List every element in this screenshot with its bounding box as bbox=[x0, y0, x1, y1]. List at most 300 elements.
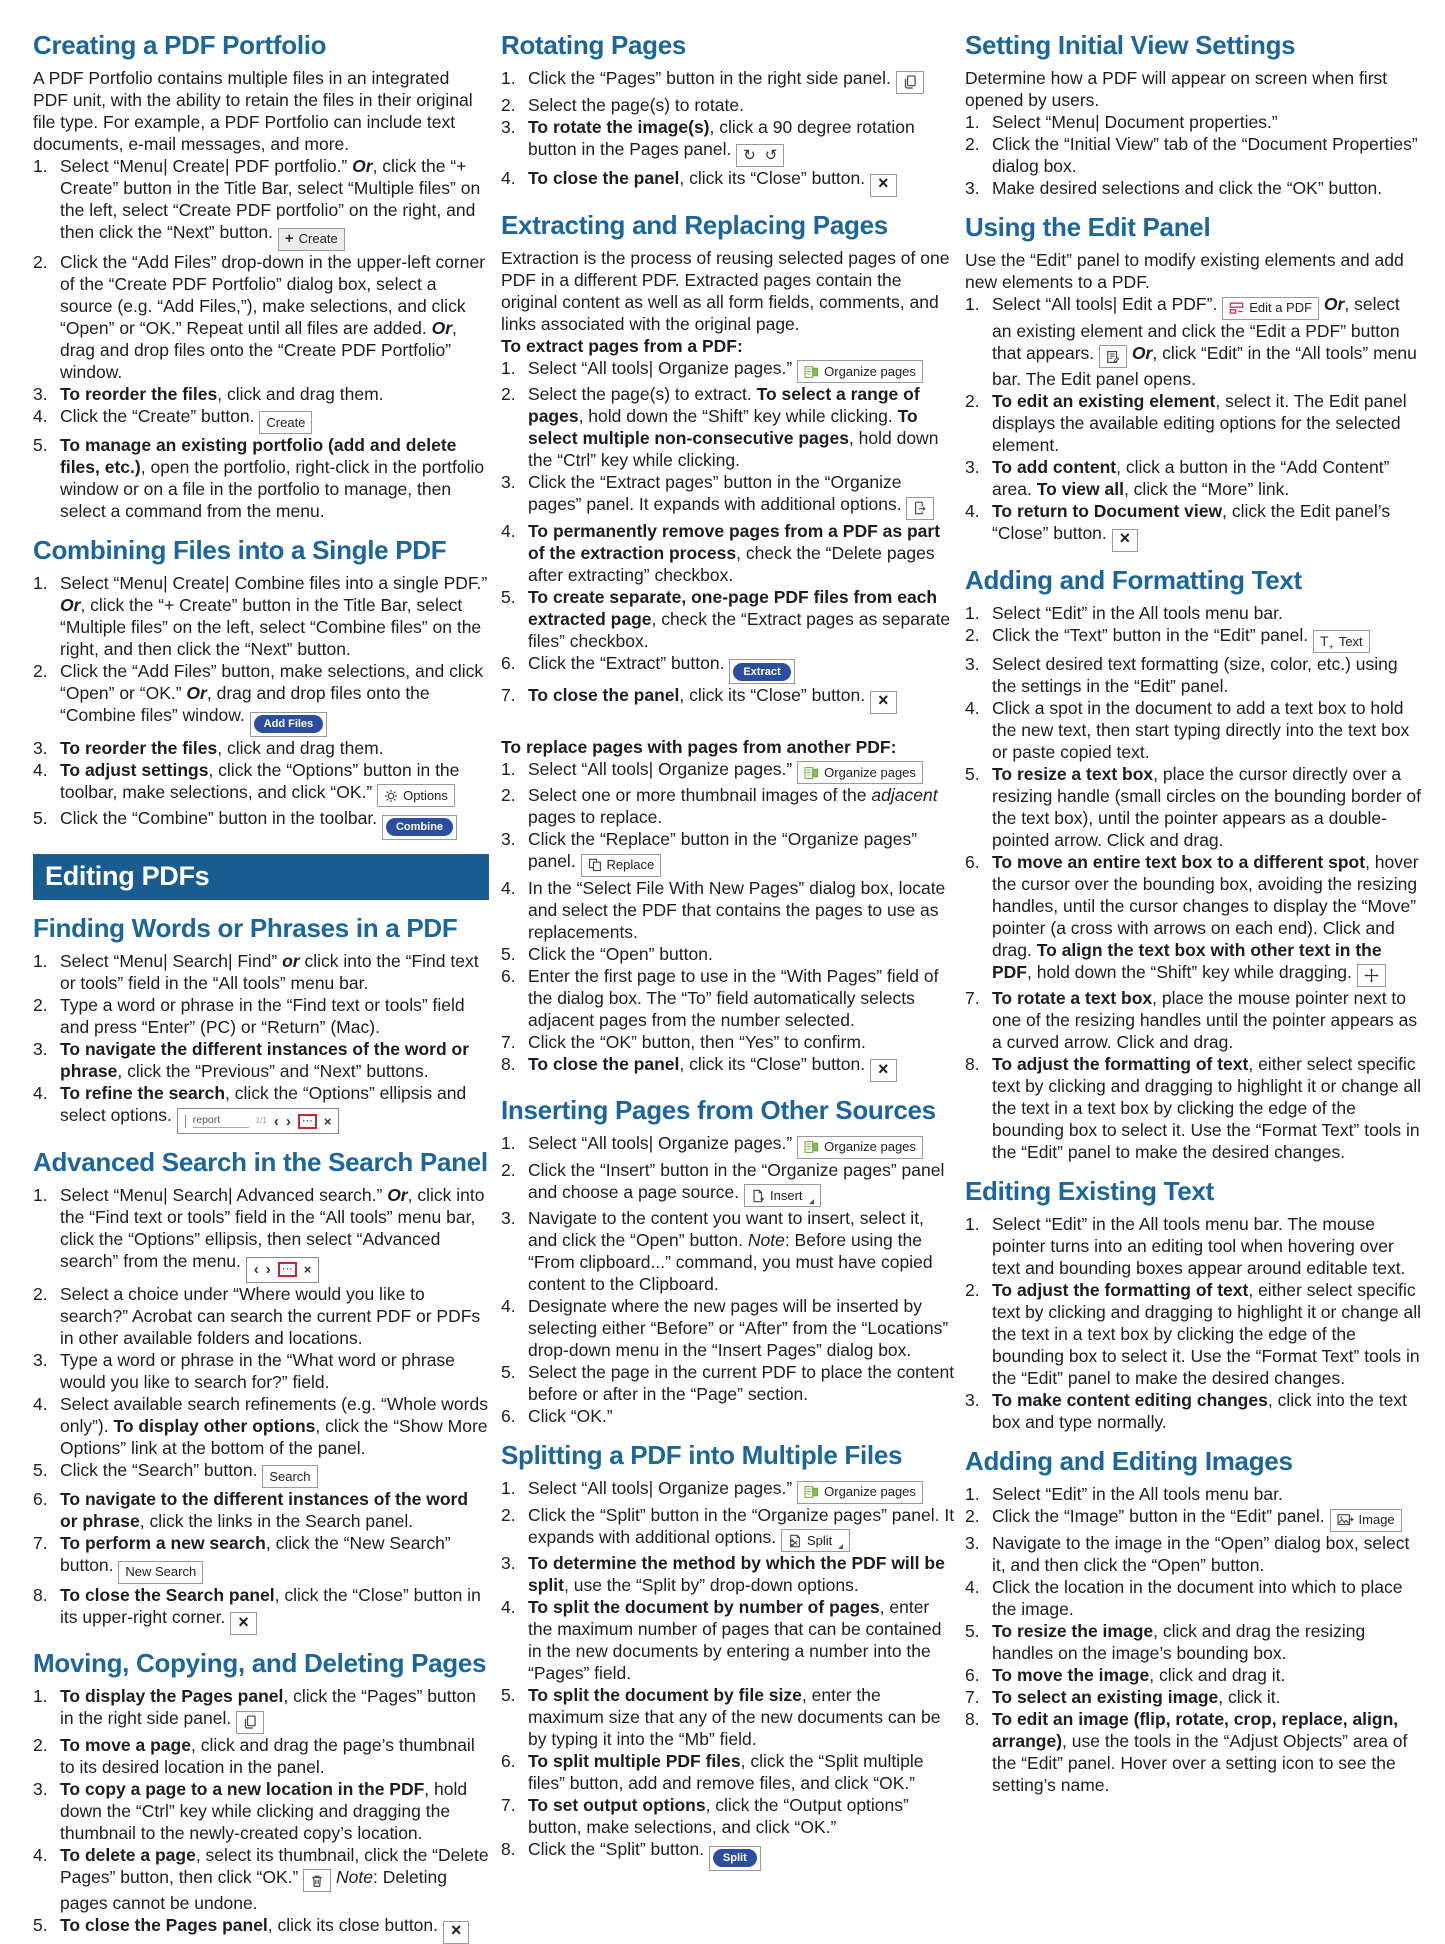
text-run: Select “All tools| Organize pages.” bbox=[528, 357, 798, 378]
list-item-number: 5. bbox=[33, 1915, 48, 1935]
text-run: , click the “New Search” button. bbox=[60, 1533, 451, 1575]
section-heading: Setting Initial View Settings bbox=[965, 30, 1296, 60]
previous-icon: ‹ bbox=[273, 1112, 279, 1130]
list-item-number: 4. bbox=[965, 698, 980, 718]
list-item-text bbox=[528, 943, 957, 965]
list-item bbox=[965, 1505, 1421, 1532]
list-item-number: 6. bbox=[965, 852, 980, 872]
text-run: To adjust the formatting of text bbox=[992, 1054, 1249, 1074]
text-run: Or bbox=[1131, 342, 1153, 363]
list-item bbox=[33, 759, 489, 808]
text-run: To create separate, one-page PDF files from each extracted page bbox=[528, 586, 938, 629]
list-item bbox=[33, 1584, 489, 1636]
text-run: , select it. The Edit panel displays the available editing options for the selected element. bbox=[992, 391, 1407, 455]
list-item-number: 3. bbox=[501, 472, 516, 492]
list-item-text bbox=[992, 763, 1421, 851]
list-item-number: 3. bbox=[33, 1349, 48, 1370]
text-run: , click and drag it. bbox=[1149, 1664, 1286, 1685]
text-run: To return to Document view bbox=[992, 501, 1223, 521]
text-run: Click the “Create” button. bbox=[60, 405, 260, 426]
text-run: or bbox=[282, 950, 300, 971]
close-button bbox=[870, 174, 897, 197]
list-item-number: 3. bbox=[501, 116, 516, 137]
text-run: To select an existing image bbox=[992, 1686, 1219, 1707]
text-run: Click the “Insert” button in the “Organize pages” panel and choose a page source. bbox=[528, 1159, 945, 1202]
list-item-text bbox=[60, 1393, 489, 1459]
list-item-number: 5. bbox=[501, 586, 516, 607]
list-item bbox=[33, 434, 489, 522]
list-item-number: 6. bbox=[501, 965, 516, 986]
list-item-number: 8. bbox=[501, 1053, 516, 1074]
list-item bbox=[33, 1488, 489, 1532]
options-button-label: Options bbox=[403, 787, 448, 803]
list-item bbox=[501, 1596, 957, 1684]
list-item-number: 7. bbox=[965, 1686, 980, 1707]
search-button-label: Search bbox=[269, 1468, 311, 1484]
list-item-number: 1. bbox=[33, 156, 48, 176]
text-run: To select multiple non-consecutive pages bbox=[528, 406, 918, 448]
create-plus-button bbox=[278, 228, 345, 251]
close-icon: × bbox=[323, 1113, 332, 1129]
text-run: Or bbox=[387, 1185, 408, 1205]
list-item-number: 1. bbox=[501, 357, 516, 378]
list-item-text bbox=[60, 759, 489, 808]
close-button bbox=[870, 691, 897, 714]
list-item bbox=[501, 1405, 957, 1427]
replace-button bbox=[581, 854, 662, 877]
list-item-number: 8. bbox=[33, 1584, 48, 1605]
list-item-text bbox=[528, 1596, 957, 1684]
text-run: , click the “Options” ellipsis and select options. bbox=[60, 1082, 467, 1125]
list-item bbox=[501, 1361, 957, 1405]
list-item-number: 6. bbox=[33, 1489, 48, 1509]
list-item-number: 4. bbox=[965, 1576, 980, 1597]
list-item-text bbox=[60, 1283, 489, 1349]
options-ellipsis-icon: ⋯ bbox=[298, 1114, 317, 1129]
text-run: To split the document by number of pages bbox=[528, 1597, 880, 1617]
list-item-number: 5. bbox=[501, 1362, 516, 1382]
list-item-text bbox=[528, 684, 957, 714]
subheading: To replace pages with pages from another PDF: bbox=[501, 736, 897, 757]
text-run: To adjust the formatting of text bbox=[992, 1280, 1249, 1300]
list-item bbox=[501, 943, 957, 965]
list-item bbox=[965, 653, 1421, 697]
list-item-text bbox=[992, 1483, 1421, 1505]
text-run: To add content bbox=[992, 457, 1117, 477]
list-item bbox=[965, 1279, 1421, 1389]
list-item bbox=[501, 1794, 957, 1838]
list-item-number: 3. bbox=[965, 1390, 980, 1410]
list-item-text bbox=[528, 586, 957, 652]
text-run: , click it. bbox=[1218, 1686, 1281, 1707]
text-run: Click the “Pages” button in the right side panel. bbox=[528, 68, 896, 88]
text-button bbox=[1313, 630, 1370, 653]
organize-pages-button-label: Organize pages bbox=[824, 1139, 916, 1154]
list-item-number: 1. bbox=[501, 1133, 516, 1153]
list-item-text bbox=[60, 1844, 489, 1915]
editpage-icon bbox=[1106, 350, 1120, 364]
list-item bbox=[965, 697, 1421, 763]
list-item bbox=[33, 1038, 489, 1082]
list-item-text bbox=[528, 67, 957, 94]
list-item-number: 2. bbox=[33, 661, 48, 681]
intro-paragraph: A PDF Portfolio contains multiple files in an integrated PDF unit, with the ability to retain the files in their original file type. For example, a PDF Portfolio can include text documents, e-mail messages, and more. bbox=[33, 68, 473, 154]
list-item-text bbox=[992, 653, 1421, 697]
list-item bbox=[501, 1295, 957, 1361]
text-run: To navigate the different instances of the word or phrase bbox=[60, 1038, 470, 1081]
list-item-number: 7. bbox=[33, 1533, 48, 1553]
list-item-text bbox=[60, 1532, 489, 1584]
text-run: Select “All tools| Organize pages.” bbox=[528, 1478, 798, 1498]
list-item-number: 3. bbox=[501, 1208, 516, 1228]
list-item-text bbox=[60, 1584, 489, 1636]
list-item bbox=[501, 1031, 957, 1053]
section-heading: Creating a PDF Portfolio bbox=[33, 30, 327, 60]
list-item-text bbox=[528, 1504, 957, 1553]
list-item-number: 7. bbox=[501, 685, 516, 705]
list-item-number: 1. bbox=[33, 1686, 48, 1706]
text-run: Type a word or phrase in the “What word or phrase would you like to search for?” field. bbox=[60, 1349, 455, 1392]
list-item-number: 5. bbox=[33, 808, 48, 828]
list-item-number: 6. bbox=[965, 1664, 980, 1685]
text-run: , click and drag the page’s thumbnail to its desired location in the panel. bbox=[60, 1734, 475, 1777]
list-item-number: 8. bbox=[501, 1839, 516, 1859]
text-run: Select one or more thumbnail images of the bbox=[528, 785, 872, 805]
list-item-text bbox=[60, 1349, 489, 1393]
extract-button bbox=[729, 659, 794, 684]
split-panel-button bbox=[781, 1529, 850, 1552]
text-run: Select “All tools| Organize pages.” bbox=[528, 758, 798, 779]
section-heading: Rotating Pages bbox=[501, 30, 687, 60]
add-files-button-label: Add Files bbox=[254, 715, 324, 733]
text-run: To close the panel bbox=[528, 1053, 680, 1074]
combine-button bbox=[382, 815, 457, 840]
text-run: , click and drag them. bbox=[217, 737, 384, 758]
list-item bbox=[965, 1532, 1421, 1576]
list-item-number: 2. bbox=[965, 1280, 980, 1300]
insert-button bbox=[744, 1184, 821, 1207]
section-heading: Using the Edit Panel bbox=[965, 212, 1211, 242]
text-run: Click the “OK” button, then “Yes” to confirm. bbox=[528, 1031, 866, 1052]
text-run: Click “OK.” bbox=[528, 1406, 613, 1426]
options-button bbox=[377, 784, 455, 807]
text-run: Select “Menu| Search| Find” bbox=[60, 950, 283, 971]
list-item-text bbox=[60, 1685, 489, 1734]
text-run: , enter the maximum number of pages that can be contained in the new documents by entering a number into the “Pages” field. bbox=[528, 1597, 942, 1683]
close-icon: × bbox=[878, 690, 889, 710]
list-item-text bbox=[528, 652, 957, 685]
list-item bbox=[501, 1750, 957, 1794]
list-item-text bbox=[992, 1664, 1421, 1686]
list-item bbox=[33, 950, 489, 994]
text-run: To edit an existing element bbox=[992, 391, 1216, 411]
list-item bbox=[965, 987, 1421, 1053]
list-item-number: 5. bbox=[965, 1620, 980, 1641]
intro-paragraph: Extraction is the process of reusing selected pages of one PDF in a different PDF. Extracted pages contain the original content as well as all form fields, comments, and links associated with the original page. bbox=[501, 247, 950, 334]
list-item-text bbox=[992, 697, 1421, 763]
list-item bbox=[33, 737, 489, 759]
list-item-text bbox=[992, 1389, 1421, 1433]
options-ellipsis-toolbar bbox=[246, 1257, 320, 1283]
create-plus-button-label: Create bbox=[298, 231, 338, 246]
list-item-text bbox=[528, 1552, 957, 1596]
split-icon bbox=[788, 1534, 802, 1548]
text-run: , click and drag the resizing handles on the image’s bounding box. bbox=[992, 1620, 1366, 1663]
list-item bbox=[501, 586, 957, 652]
list-item bbox=[33, 155, 489, 251]
list-item bbox=[33, 1082, 489, 1135]
text-run: Click the “Split” button in the “Organize pages” panel. It expands with additional options. bbox=[528, 1504, 955, 1547]
text-run: Designate where the new pages will be inserted by selecting either “Before” or “After” from the “Locations” drop-down menu in the “Insert Pages” dialog box. bbox=[528, 1296, 949, 1360]
list-item-text bbox=[992, 390, 1421, 456]
list-item bbox=[33, 405, 489, 435]
list-item bbox=[965, 1213, 1421, 1279]
text-run: In the “Select File With New Pages” dialog box, locate and select the PDF that contains the pages to use as replacements. bbox=[528, 877, 946, 942]
text-run: Navigate to the image in the “Open” dialog box, select it, and then click the “Open” button. bbox=[992, 1532, 1410, 1575]
list-item-number: 2. bbox=[965, 134, 980, 154]
text-run: Click the “Image” button in the “Edit” panel. bbox=[992, 1506, 1330, 1526]
list-item bbox=[501, 1207, 957, 1295]
text-run: , hover the cursor over the bounding box, avoiding the resizing handles, until the cursor changes to display the “Move” pointer (a cross with arrows on each end). Click and drag. bbox=[992, 852, 1419, 960]
list-item-number: 3. bbox=[965, 1532, 980, 1553]
text-run: Click the “Extract pages” button in the “Organize pages” panel. It expands with additional options. bbox=[528, 472, 907, 514]
list-item bbox=[33, 1184, 489, 1283]
list-item bbox=[33, 1685, 489, 1734]
list-item-number: 7. bbox=[501, 1795, 516, 1815]
list-item bbox=[501, 116, 957, 168]
text-run: , enter the maximum size that any of the new documents can be by typing it into the “Mb” field. bbox=[528, 1685, 941, 1749]
text-run: Click the location in the document into which to place the image. bbox=[992, 1576, 1403, 1619]
editpdf-icon bbox=[1229, 301, 1244, 315]
text-run: , hold down the “Ctrl” key while clicking and dragging the thumbnail to the newly-created copy’s location. bbox=[60, 1778, 468, 1843]
list-item bbox=[965, 456, 1421, 500]
text-run: Select “Menu| Document properties.” bbox=[992, 112, 1278, 132]
text-run: , click its “Close” button. bbox=[679, 168, 870, 188]
text-run: , click into the text box and type normally. bbox=[992, 1390, 1407, 1432]
list-item-number: 2. bbox=[33, 1734, 48, 1755]
column-2 bbox=[501, 30, 957, 1871]
text-run: , place the mouse pointer next to one of the resizing handles until the pointer appears as a curved arrow. Click and drag. bbox=[992, 988, 1418, 1052]
text-run: , click the links in the Search panel. bbox=[139, 1511, 414, 1531]
close-icon: × bbox=[878, 1058, 889, 1079]
list-item bbox=[965, 602, 1421, 624]
list-item-number: 3. bbox=[501, 1553, 516, 1573]
pages-icon bbox=[243, 1715, 257, 1729]
trash-icon bbox=[310, 1874, 324, 1888]
rotate-icon: ↻ ↺ bbox=[743, 146, 778, 164]
pages-icon bbox=[903, 75, 917, 89]
list-item bbox=[501, 167, 957, 197]
image-button bbox=[1330, 1509, 1402, 1532]
list-item-number: 2. bbox=[33, 994, 48, 1015]
new-search-button bbox=[118, 1561, 203, 1584]
list-item bbox=[501, 758, 957, 785]
text-run: Click the “Initial View” tab of the “Document Properties” dialog box. bbox=[992, 134, 1418, 176]
insert-icon bbox=[751, 1189, 765, 1203]
text-run: Select “Edit” in the All tools menu bar. The mouse pointer turns into an editing tool when hovering over text and bounding boxes appear around editable text. bbox=[992, 1214, 1406, 1278]
list-item-number: 4. bbox=[33, 1844, 48, 1865]
list-item-text bbox=[60, 251, 489, 383]
text-run: To permanently remove pages from a PDF as part of the extraction process bbox=[528, 520, 941, 563]
organize-icon bbox=[804, 766, 819, 780]
text-run: To adjust settings bbox=[60, 759, 209, 780]
list-item-number: 1. bbox=[501, 1478, 516, 1498]
organize-pages-button bbox=[797, 1481, 923, 1504]
list-item-text bbox=[992, 133, 1421, 177]
list-item-text bbox=[992, 1708, 1421, 1796]
list-item-text bbox=[60, 994, 489, 1038]
list-item bbox=[33, 1349, 489, 1393]
text-run: , click the “+ Create” button in the Title Bar, select “Multiple files” on the left, select “Create PDF portfolio” on the right, and then click the “Next” button. bbox=[60, 156, 481, 242]
list-item bbox=[33, 1532, 489, 1584]
list-item-number: 2. bbox=[501, 384, 516, 404]
list-item-number: 2. bbox=[501, 785, 516, 805]
list-item bbox=[965, 1664, 1421, 1686]
list-item bbox=[33, 660, 489, 737]
text-run: To close the panel bbox=[528, 685, 680, 705]
text-run: , click the Edit panel’s “Close” button. bbox=[992, 501, 1391, 543]
list-item-text bbox=[528, 1053, 957, 1083]
list-item bbox=[501, 1477, 957, 1504]
text-run: , hold down the “Shift” key while clicking. bbox=[578, 406, 898, 426]
list-item-text bbox=[528, 1750, 957, 1794]
close-icon: × bbox=[303, 1262, 312, 1277]
close-button bbox=[1112, 529, 1139, 552]
options-ellipsis-icon: ⋯ bbox=[278, 1262, 297, 1277]
text-run: To split multiple PDF files bbox=[528, 1751, 741, 1771]
list-item-text bbox=[992, 1213, 1421, 1279]
list-item bbox=[501, 471, 957, 520]
list-item-number: 8. bbox=[965, 1708, 980, 1729]
organize-pages-button-label: Organize pages bbox=[824, 1484, 916, 1499]
list-item-text bbox=[60, 1082, 489, 1135]
list-item-text bbox=[60, 1459, 489, 1489]
section-heading: Finding Words or Phrases in a PDF bbox=[33, 912, 458, 943]
text-run: Click a spot in the document to add a text box to hold the new text, then start typing directly into the text box or paste copied text. bbox=[992, 698, 1410, 762]
list-item bbox=[965, 1708, 1421, 1796]
list-item bbox=[501, 67, 957, 94]
list-item bbox=[965, 1483, 1421, 1505]
list-item-text bbox=[60, 572, 489, 660]
list-item-text bbox=[992, 1576, 1421, 1620]
list-item-number: 7. bbox=[501, 1031, 516, 1052]
text-run: To close the Pages panel bbox=[60, 1915, 268, 1935]
list-item-text bbox=[528, 1159, 957, 1208]
text-run: , open the portfolio, right-click in the portfolio window or on a file in the portfolio to manage, then select a command from the menu. bbox=[60, 457, 485, 521]
list-item bbox=[33, 1734, 489, 1778]
list-item-text bbox=[60, 434, 489, 522]
close-button bbox=[230, 1612, 257, 1635]
text-run: , check the “Delete pages after extracting” checkbox. bbox=[528, 542, 935, 585]
text-run: , click a 90 degree rotation button in the Pages panel. bbox=[528, 116, 915, 159]
section-banner: Editing PDFs bbox=[33, 854, 489, 900]
list-item-text bbox=[992, 987, 1421, 1053]
section-heading: Splitting a PDF into Multiple Files bbox=[501, 1440, 903, 1470]
create-button-label: Create bbox=[266, 414, 306, 430]
organize-icon bbox=[804, 1140, 819, 1154]
section-heading: Editing Existing Text bbox=[965, 1176, 1214, 1206]
text-run: , click the “Output options” button, make selections, and click “OK.” bbox=[528, 1795, 909, 1837]
text-run: Select the page in the current PDF to place the content before or after in the “Page” section. bbox=[528, 1362, 955, 1404]
intro-paragraph: Determine how a PDF will appear on screen when first opened by users. bbox=[965, 68, 1388, 110]
text-run: Select “Edit” in the All tools menu bar. bbox=[992, 602, 1283, 623]
list-item-text bbox=[528, 784, 957, 828]
list-item-text bbox=[992, 1279, 1421, 1389]
list-item bbox=[33, 1283, 489, 1349]
organize-pages-button bbox=[797, 1136, 923, 1159]
text-run: To set output options bbox=[528, 1795, 706, 1815]
list-item-number: 2. bbox=[33, 1283, 48, 1304]
imageplus-icon bbox=[1337, 1513, 1354, 1527]
text-run: Or bbox=[352, 156, 373, 176]
list-item-text bbox=[60, 1184, 489, 1283]
list-item-number: 1. bbox=[33, 573, 48, 593]
list-item-number: 1. bbox=[965, 602, 980, 623]
list-item-number: 2. bbox=[965, 624, 980, 645]
text-run: To view all bbox=[1036, 479, 1124, 499]
text-run: , place the cursor directly over a resizing handle (small circles on the bounding border of the text box), until the pointer appears as a double-pointed arrow. Click and drag. bbox=[992, 764, 1421, 850]
list-item bbox=[501, 965, 957, 1031]
list-item-number: 4. bbox=[33, 405, 48, 426]
replace-icon bbox=[588, 858, 602, 872]
list-item-text bbox=[528, 1207, 957, 1295]
list-item-number: 4. bbox=[965, 501, 980, 521]
list-item-number: 6. bbox=[501, 652, 516, 673]
organize-pages-button-label: Organize pages bbox=[824, 764, 916, 780]
list-item bbox=[501, 1504, 957, 1553]
close-icon: × bbox=[450, 1920, 462, 1940]
list-item-number: 3. bbox=[965, 178, 980, 198]
list-item bbox=[965, 177, 1421, 199]
text-run: , check the “Extract pages as separate files” checkbox. bbox=[528, 608, 951, 651]
split-panel-button-label: Split bbox=[806, 1532, 833, 1548]
text-run: , click a button in the “Add Content” area. bbox=[992, 457, 1390, 499]
list-item-text bbox=[528, 471, 957, 520]
text-run: , click the “Previous” and “Next” buttons. bbox=[117, 1060, 429, 1081]
text-run: , click its close button. bbox=[267, 1915, 443, 1935]
text-run: , click the “Split multiple files” button, add and remove files, and click “OK.” bbox=[528, 1751, 924, 1793]
text-run: , click into the “Find text or tools” field in the “All tools” menu bar, click the “Options” ellipsis, then select “Advanced search” from the menu. bbox=[60, 1185, 485, 1271]
insert-button-label: Insert bbox=[770, 1187, 803, 1203]
list-item-text bbox=[528, 965, 957, 1031]
list-item-number: 2. bbox=[501, 94, 516, 115]
list-item-number: 6. bbox=[501, 1406, 516, 1426]
list-item bbox=[965, 500, 1421, 552]
text-run: To delete a page bbox=[60, 1844, 196, 1865]
list-item-number: 4. bbox=[33, 1393, 48, 1414]
list-item bbox=[965, 1620, 1421, 1664]
list-item bbox=[965, 624, 1421, 654]
list-item-text bbox=[992, 1505, 1421, 1532]
list-item-number: 1. bbox=[33, 950, 48, 971]
list-item-number: 1. bbox=[501, 758, 516, 779]
list-item-number: 3. bbox=[501, 829, 516, 849]
list-item-text bbox=[528, 1838, 957, 1871]
text-run: , click its “Close” button. bbox=[679, 685, 870, 705]
split-button bbox=[709, 1846, 761, 1871]
list-item-number: 3. bbox=[33, 1038, 48, 1059]
list-item bbox=[33, 1914, 489, 1944]
previous-icon: ‹ bbox=[253, 1261, 259, 1278]
organize-pages-button bbox=[797, 360, 923, 383]
list-item bbox=[501, 1053, 957, 1083]
section-heading: Adding and Editing Images bbox=[965, 1446, 1293, 1476]
list-item bbox=[965, 293, 1421, 390]
text-run: Select “All tools| Organize pages.” bbox=[528, 1133, 798, 1153]
list-item-text bbox=[528, 1794, 957, 1838]
list-item bbox=[965, 1053, 1421, 1163]
list-item bbox=[33, 807, 489, 840]
